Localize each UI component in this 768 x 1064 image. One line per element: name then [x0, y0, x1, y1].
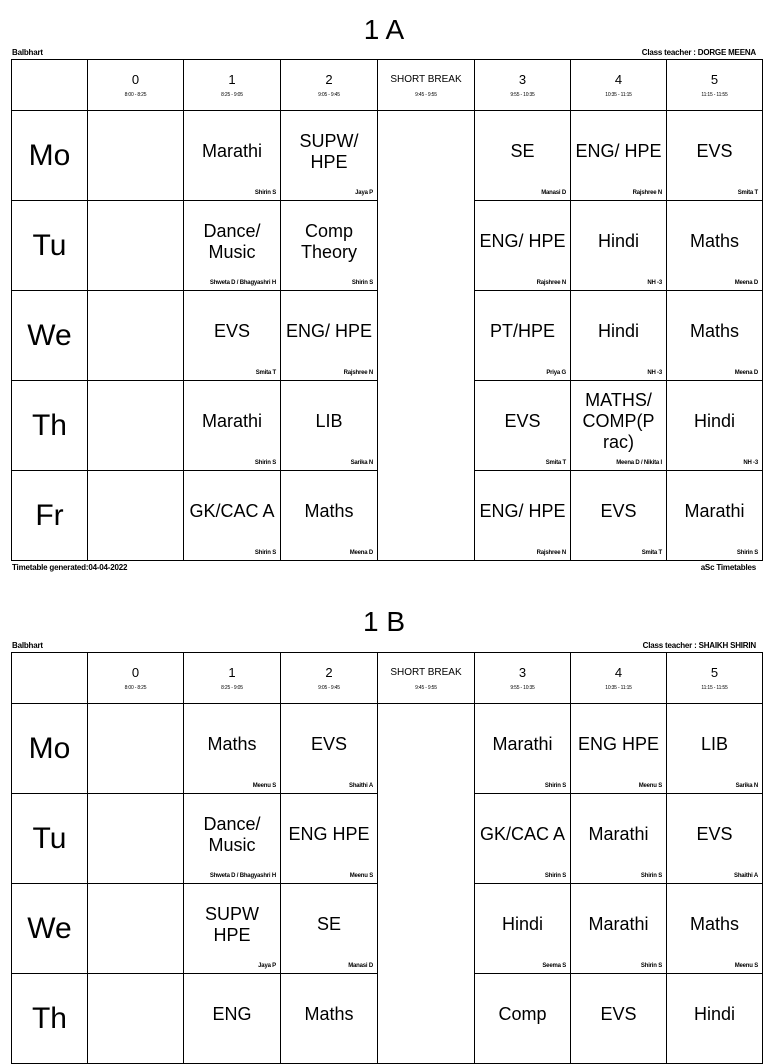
- subject-name: Maths: [689, 321, 740, 341]
- subject-name: ENG/ HPE: [479, 501, 566, 521]
- teacher-name: Seema S: [542, 963, 566, 969]
- teacher-name: Rajshree N: [536, 550, 566, 556]
- lesson-cell: [281, 381, 378, 471]
- period-header: [88, 60, 184, 111]
- lesson-cell: [184, 111, 281, 201]
- teacher-name: Shirin S: [736, 550, 758, 556]
- lesson-cell: [281, 471, 378, 561]
- subject-name: LIB: [700, 734, 729, 754]
- lesson-cell: [281, 884, 378, 974]
- day-label: Tu: [12, 201, 88, 291]
- period-time: 9:45 - 9:55: [415, 92, 437, 98]
- subject-name: Marathi: [588, 914, 649, 934]
- teacher-name: Meenu S: [734, 963, 758, 969]
- lesson-cell: [88, 381, 184, 471]
- subject-name: SUPW/ HPE: [299, 130, 359, 172]
- subject-name: ENG HPE: [577, 734, 660, 754]
- timetable-grid: [11, 652, 763, 1064]
- lesson-cell: [184, 974, 281, 1064]
- lesson-cell: [667, 794, 763, 884]
- teacher-name: Meenu S: [252, 783, 276, 789]
- subject-name: Maths: [304, 1004, 354, 1024]
- teacher-name: Shweta D / Bhagyashri H: [209, 280, 276, 286]
- class-title: 1 A: [363, 14, 405, 45]
- teacher-name: Smita T: [737, 190, 758, 196]
- lesson-cell: [571, 471, 667, 561]
- teacher-name: Meena D: [734, 370, 758, 376]
- subject-name: Comp Theory: [300, 220, 358, 262]
- short-break-cell: [378, 111, 475, 561]
- period-header-row: [12, 653, 763, 704]
- teacher-name: Manasi D: [541, 190, 566, 196]
- period-time: 9:05 - 9:45: [318, 92, 340, 98]
- lesson-cell: [571, 381, 667, 471]
- lesson-cell: [571, 111, 667, 201]
- lesson-cell: [571, 884, 667, 974]
- lesson-cell: [281, 201, 378, 291]
- lesson-cell: [667, 201, 763, 291]
- day-label: Th: [12, 974, 88, 1064]
- class-teacher: Class teacher : DORGE MEENA: [641, 48, 756, 57]
- day-label: Th: [12, 381, 88, 471]
- lesson-cell: [667, 471, 763, 561]
- period-number: 0: [131, 72, 140, 87]
- subject-name: SUPW HPE: [205, 903, 259, 945]
- teacher-name: Jaya P: [258, 963, 276, 969]
- subject-name: EVS: [696, 141, 733, 161]
- teacher-name: Shirin S: [544, 783, 566, 789]
- subject-name: Hindi: [597, 321, 640, 341]
- lesson-cell: [475, 471, 571, 561]
- short-break-cell: [378, 704, 475, 1064]
- subject-name: Hindi: [597, 231, 640, 251]
- teacher-name: Jaya P: [355, 190, 373, 196]
- day-label: We: [12, 884, 88, 974]
- subject-name: Marathi: [492, 734, 553, 754]
- lesson-cell: [571, 974, 667, 1064]
- subject-name: Maths: [689, 231, 740, 251]
- subject-name: Marathi: [201, 411, 263, 431]
- period-number: 3: [518, 665, 527, 680]
- day-row: [12, 111, 763, 201]
- lesson-cell: [667, 111, 763, 201]
- period-time: 8:25 - 9:05: [221, 92, 243, 98]
- lesson-cell: [184, 381, 281, 471]
- lesson-cell: [571, 704, 667, 794]
- period-time: 9:55 - 10:35: [510, 92, 535, 98]
- teacher-name: NH -3: [647, 370, 662, 376]
- period-header: [571, 653, 667, 704]
- subject-name: Maths: [304, 501, 354, 521]
- subject-name: EVS: [310, 734, 348, 754]
- lesson-cell: [475, 111, 571, 201]
- day-label: Fr: [12, 471, 88, 561]
- period-header: [184, 60, 281, 111]
- lesson-cell: [667, 381, 763, 471]
- lesson-cell: [281, 111, 378, 201]
- school-name: Balbhart: [12, 641, 43, 650]
- lesson-cell: [184, 201, 281, 291]
- period-number: 1: [228, 665, 236, 680]
- lesson-cell: [571, 794, 667, 884]
- lesson-cell: [281, 794, 378, 884]
- period-number: 2: [325, 72, 333, 87]
- lesson-cell: [184, 291, 281, 381]
- lesson-cell: [571, 291, 667, 381]
- lesson-cell: [475, 974, 571, 1064]
- lesson-cell: [667, 704, 763, 794]
- teacher-name: Meena D / Nikita I: [616, 460, 662, 466]
- lesson-cell: [88, 794, 184, 884]
- subject-name: ENG HPE: [288, 824, 370, 844]
- lesson-cell: [184, 884, 281, 974]
- subject-name: EVS: [213, 321, 251, 341]
- teacher-name: Rajshree N: [343, 370, 373, 376]
- period-header: [281, 653, 378, 704]
- subject-name: EVS: [696, 824, 733, 844]
- period-header: [571, 60, 667, 111]
- period-header: [281, 60, 378, 111]
- subject-name: Marathi: [201, 141, 263, 161]
- teacher-name: Meena D: [349, 550, 373, 556]
- lesson-cell: [667, 291, 763, 381]
- lesson-cell: [88, 704, 184, 794]
- teacher-name: Shirin S: [351, 280, 373, 286]
- teacher-name: Sarika N: [735, 783, 758, 789]
- lesson-cell: [88, 884, 184, 974]
- subject-name: ENG/ HPE: [479, 231, 566, 251]
- teacher-name: Shirin S: [254, 460, 276, 466]
- lesson-cell: [667, 974, 763, 1064]
- corner-cell: [12, 60, 88, 111]
- period-time: 10:35 - 11:15: [605, 92, 632, 98]
- period-time: 8:00 - 8:25: [124, 92, 147, 98]
- subject-name: ENG/ HPE: [575, 141, 662, 161]
- lesson-cell: [475, 794, 571, 884]
- teacher-name: Meenu S: [638, 783, 662, 789]
- lesson-cell: [571, 201, 667, 291]
- day-label: We: [12, 291, 88, 381]
- subject-name: Hindi: [693, 411, 736, 431]
- teacher-name: Shaithi A: [349, 783, 373, 789]
- teacher-name: NH -3: [743, 460, 758, 466]
- subject-name: Hindi: [501, 914, 544, 934]
- lesson-cell: [184, 794, 281, 884]
- teacher-name: Rajshree N: [632, 190, 662, 196]
- period-time: 8:25 - 9:05: [221, 685, 243, 691]
- lesson-cell: [281, 291, 378, 381]
- subject-name: GK/CAC A: [479, 824, 566, 844]
- lesson-cell: [88, 974, 184, 1064]
- teacher-name: Smita T: [545, 460, 566, 466]
- subject-name: Dance/ Music: [203, 813, 261, 855]
- lesson-cell: [475, 291, 571, 381]
- period-number: 3: [518, 72, 527, 87]
- teacher-name: Sarika N: [350, 460, 373, 466]
- subject-name: PT/HPE: [489, 321, 555, 341]
- lesson-cell: [184, 704, 281, 794]
- lesson-cell: [475, 704, 571, 794]
- period-time: 10:35 - 11:15: [605, 685, 632, 691]
- subject-name: ENG: [212, 1004, 252, 1024]
- lesson-cell: [88, 471, 184, 561]
- teacher-name: Rajshree N: [536, 280, 566, 286]
- subject-name: EVS: [600, 1004, 637, 1024]
- period-header: [184, 653, 281, 704]
- lesson-cell: [281, 704, 378, 794]
- period-header: [378, 653, 475, 704]
- teacher-name: Smita T: [641, 550, 662, 556]
- day-label: Tu: [12, 794, 88, 884]
- teacher-name: Shirin S: [254, 190, 276, 196]
- subject-name: Maths: [207, 734, 257, 754]
- subject-name: Marathi: [684, 501, 745, 521]
- period-number: 2: [325, 665, 333, 680]
- timetable-grid: [11, 59, 763, 561]
- class-title: 1 B: [362, 606, 406, 637]
- lesson-cell: [88, 291, 184, 381]
- lesson-cell: [475, 201, 571, 291]
- subject-name: Hindi: [693, 1004, 736, 1024]
- subject-name: EVS: [600, 501, 637, 521]
- teacher-name: Meenu S: [349, 873, 373, 879]
- teacher-name: Shirin S: [640, 963, 662, 969]
- lesson-cell: [88, 201, 184, 291]
- day-row: [12, 704, 763, 794]
- subject-name: Maths: [689, 914, 740, 934]
- teacher-name: Shaithi A: [734, 873, 758, 879]
- period-number: 5: [710, 665, 719, 680]
- period-number: 4: [614, 72, 623, 87]
- period-number: SHORT BREAK: [390, 74, 462, 85]
- day-label: Mo: [12, 704, 88, 794]
- period-header: [667, 60, 763, 111]
- period-time: 11:15 - 11:55: [701, 685, 728, 691]
- subject-name: Marathi: [588, 824, 649, 844]
- school-name: Balbhart: [12, 48, 43, 57]
- period-number: 0: [131, 665, 140, 680]
- teacher-name: Smita T: [255, 370, 276, 376]
- teacher-name: Shirin S: [544, 873, 566, 879]
- subject-name: ENG/ HPE: [285, 321, 373, 341]
- subject-name: SE: [510, 141, 535, 161]
- class-teacher: Class teacher : SHAIKH SHIRIN: [642, 641, 756, 650]
- teacher-name: Shirin S: [254, 550, 276, 556]
- period-time: 9:05 - 9:45: [318, 685, 340, 691]
- period-header: [88, 653, 184, 704]
- lesson-cell: [667, 884, 763, 974]
- period-number: 1: [228, 72, 236, 87]
- teacher-name: Priya G: [546, 370, 566, 376]
- period-time: 9:45 - 9:55: [415, 685, 437, 691]
- subject-name: MATHS/ COMP(P rac): [582, 390, 655, 452]
- lesson-cell: [475, 381, 571, 471]
- lesson-cell: [88, 111, 184, 201]
- period-number: 5: [710, 72, 719, 87]
- teacher-name: Shirin S: [640, 873, 662, 879]
- teacher-name: NH -3: [647, 280, 662, 286]
- subject-name: EVS: [504, 411, 541, 431]
- day-label: Mo: [12, 111, 88, 201]
- generated-date: Timetable generated:04-04-2022: [12, 563, 128, 572]
- period-number: SHORT BREAK: [390, 667, 462, 678]
- period-header: [475, 653, 571, 704]
- period-header: [378, 60, 475, 111]
- period-time: 9:55 - 10:35: [510, 685, 535, 691]
- corner-cell: [12, 653, 88, 704]
- period-time: 8:00 - 8:25: [124, 685, 147, 691]
- lesson-cell: [475, 884, 571, 974]
- period-header-row: [12, 60, 763, 111]
- teacher-name: Shweta D / Bhagyashri H: [209, 873, 276, 879]
- subject-name: Dance/ Music: [203, 220, 261, 262]
- subject-name: GK/CAC A: [189, 501, 275, 521]
- footer-brand: aSc Timetables: [700, 563, 756, 572]
- period-header: [667, 653, 763, 704]
- teacher-name: Meena D: [734, 280, 758, 286]
- period-number: 4: [614, 665, 623, 680]
- period-time: 11:15 - 11:55: [701, 92, 728, 98]
- lesson-cell: [184, 471, 281, 561]
- subject-name: Comp: [498, 1004, 547, 1024]
- period-header: [475, 60, 571, 111]
- teacher-name: Manasi D: [348, 963, 373, 969]
- subject-name: LIB: [315, 411, 343, 431]
- subject-name: SE: [316, 914, 341, 934]
- lesson-cell: [281, 974, 378, 1064]
